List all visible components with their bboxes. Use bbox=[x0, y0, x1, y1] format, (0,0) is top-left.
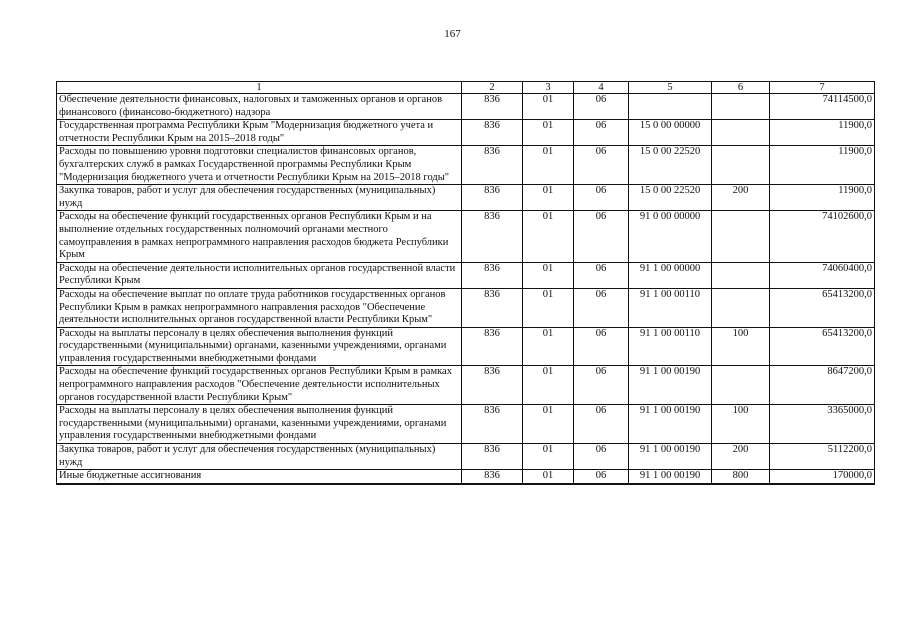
row-section: 01 bbox=[523, 470, 574, 484]
row-name: Расходы на обеспечение выплат по оплате труда работников государственных органов Республики Крым в рамках непрограммного направления расходов "Обеспечение деятельности исполнительных органов государственной власти Республики Крым" bbox=[57, 288, 462, 327]
table-row bbox=[57, 288, 875, 327]
row-kind bbox=[712, 146, 770, 185]
row-name: Закупка товаров, работ и услуг для обеспечения государственных (муниципальных) нужд bbox=[57, 185, 462, 211]
row-name: Расходы на обеспечение функций государственных органов Республики Крым в рамках непрограммного направления расходов "Обеспечение деятельности исполнительных органов государственной власти Республики Крым" bbox=[57, 366, 462, 405]
row-code: 836 bbox=[462, 262, 523, 288]
row-section: 01 bbox=[523, 366, 574, 405]
row-subsection: 06 bbox=[574, 405, 629, 444]
row-subsection: 06 bbox=[574, 288, 629, 327]
row-target: 91 1 00 00190 bbox=[629, 366, 712, 405]
table-row bbox=[57, 120, 875, 146]
row-kind bbox=[712, 120, 770, 146]
row-code: 836 bbox=[462, 185, 523, 211]
row-name: Расходы по повышению уровня подготовки специалистов финансовых органов, бухгалтерских служб в рамках Государственной программы Республики Крым "Модернизация бюджетного учета и отчетности Республики Крым на 2015–2018 годы" bbox=[57, 146, 462, 185]
row-subsection: 06 bbox=[574, 120, 629, 146]
row-target: 15 0 00 22520 bbox=[629, 185, 712, 211]
row-subsection: 06 bbox=[574, 185, 629, 211]
row-name: Иные бюджетные ассигнования bbox=[57, 470, 462, 484]
row-amount: 5112200,0 bbox=[770, 444, 875, 470]
row-name: Расходы на выплаты персоналу в целях обеспечения выполнения функций государственными (муниципальными) органами, казенными учреждениями, органами управления государственными внебюджетными фондами bbox=[57, 327, 462, 366]
row-name: Обеспечение деятельности финансовых, налоговых и таможенных органов и органов финансового (финансово-бюджетного) надзора bbox=[57, 94, 462, 120]
row-name: Закупка товаров, работ и услуг для обеспечения государственных (муниципальных) нужд bbox=[57, 444, 462, 470]
table-row bbox=[57, 146, 875, 185]
table-row bbox=[57, 185, 875, 211]
row-section: 01 bbox=[523, 405, 574, 444]
row-amount: 65413200,0 bbox=[770, 327, 875, 366]
row-subsection: 06 bbox=[574, 444, 629, 470]
row-subsection: 06 bbox=[574, 470, 629, 484]
row-kind: 200 bbox=[712, 444, 770, 470]
table-row bbox=[57, 262, 875, 288]
row-code: 836 bbox=[462, 470, 523, 484]
row-subsection: 06 bbox=[574, 211, 629, 262]
row-kind: 200 bbox=[712, 185, 770, 211]
column-header: 6 bbox=[712, 82, 770, 94]
table-row bbox=[57, 405, 875, 444]
row-amount: 74060400,0 bbox=[770, 262, 875, 288]
column-header: 2 bbox=[462, 82, 523, 94]
row-code: 836 bbox=[462, 146, 523, 185]
row-amount: 8647200,0 bbox=[770, 366, 875, 405]
row-kind: 100 bbox=[712, 327, 770, 366]
row-code: 836 bbox=[462, 405, 523, 444]
row-section: 01 bbox=[523, 262, 574, 288]
budget-table bbox=[56, 81, 875, 485]
row-section: 01 bbox=[523, 288, 574, 327]
row-target: 91 1 00 00000 bbox=[629, 262, 712, 288]
row-amount: 170000,0 bbox=[770, 470, 875, 484]
row-section: 01 bbox=[523, 94, 574, 120]
row-target bbox=[629, 94, 712, 120]
row-code: 836 bbox=[462, 288, 523, 327]
row-name: Расходы на обеспечение функций государственных органов Республики Крым и на выполнение отдельных государственных полномочий органами местного самоуправления в рамках непрограммного направления расходов бюджета Республики Крым bbox=[57, 211, 462, 262]
table-row bbox=[57, 327, 875, 366]
table-row bbox=[57, 94, 875, 120]
row-kind: 800 bbox=[712, 470, 770, 484]
column-header: 1 bbox=[57, 82, 462, 94]
row-kind bbox=[712, 288, 770, 327]
row-section: 01 bbox=[523, 444, 574, 470]
row-section: 01 bbox=[523, 120, 574, 146]
column-header: 7 bbox=[770, 82, 875, 94]
row-amount: 3365000,0 bbox=[770, 405, 875, 444]
column-header: 5 bbox=[629, 82, 712, 94]
row-amount: 65413200,0 bbox=[770, 288, 875, 327]
row-code: 836 bbox=[462, 327, 523, 366]
row-name: Расходы на обеспечение деятельности исполнительных органов государственной власти Республики Крым bbox=[57, 262, 462, 288]
row-target: 91 1 00 00110 bbox=[629, 327, 712, 366]
row-code: 836 bbox=[462, 211, 523, 262]
row-code: 836 bbox=[462, 366, 523, 405]
row-section: 01 bbox=[523, 327, 574, 366]
row-subsection: 06 bbox=[574, 146, 629, 185]
row-subsection: 06 bbox=[574, 94, 629, 120]
table-row bbox=[57, 444, 875, 470]
page-number: 167 bbox=[444, 28, 461, 40]
row-target: 91 1 00 00190 bbox=[629, 470, 712, 484]
row-target: 91 0 00 00000 bbox=[629, 211, 712, 262]
row-kind: 100 bbox=[712, 405, 770, 444]
column-header: 4 bbox=[574, 82, 629, 94]
table-row bbox=[57, 211, 875, 262]
row-code: 836 bbox=[462, 94, 523, 120]
row-subsection: 06 bbox=[574, 327, 629, 366]
header-row bbox=[57, 82, 875, 94]
row-kind bbox=[712, 211, 770, 262]
row-kind bbox=[712, 366, 770, 405]
row-amount: 74114500,0 bbox=[770, 94, 875, 120]
row-amount: 11900,0 bbox=[770, 120, 875, 146]
table-row bbox=[57, 470, 875, 484]
column-header: 3 bbox=[523, 82, 574, 94]
row-code: 836 bbox=[462, 120, 523, 146]
row-kind bbox=[712, 262, 770, 288]
row-target: 15 0 00 00000 bbox=[629, 120, 712, 146]
row-name: Государственная программа Республики Крым "Модернизация бюджетного учета и отчетности Республики Крым на 2015–2018 годы" bbox=[57, 120, 462, 146]
row-code: 836 bbox=[462, 444, 523, 470]
row-amount: 11900,0 bbox=[770, 146, 875, 185]
row-target: 91 1 00 00190 bbox=[629, 405, 712, 444]
row-amount: 11900,0 bbox=[770, 185, 875, 211]
row-target: 15 0 00 22520 bbox=[629, 146, 712, 185]
row-kind bbox=[712, 94, 770, 120]
row-name: Расходы на выплаты персоналу в целях обеспечения выполнения функций государственными (муниципальными) органами, казенными учреждениями, органами управления государственными внебюджетными фондами bbox=[57, 405, 462, 444]
table-row bbox=[57, 366, 875, 405]
row-target: 91 1 00 00110 bbox=[629, 288, 712, 327]
row-section: 01 bbox=[523, 146, 574, 185]
row-subsection: 06 bbox=[574, 262, 629, 288]
row-amount: 74102600,0 bbox=[770, 211, 875, 262]
row-target: 91 1 00 00190 bbox=[629, 444, 712, 470]
row-section: 01 bbox=[523, 185, 574, 211]
row-section: 01 bbox=[523, 211, 574, 262]
row-subsection: 06 bbox=[574, 366, 629, 405]
